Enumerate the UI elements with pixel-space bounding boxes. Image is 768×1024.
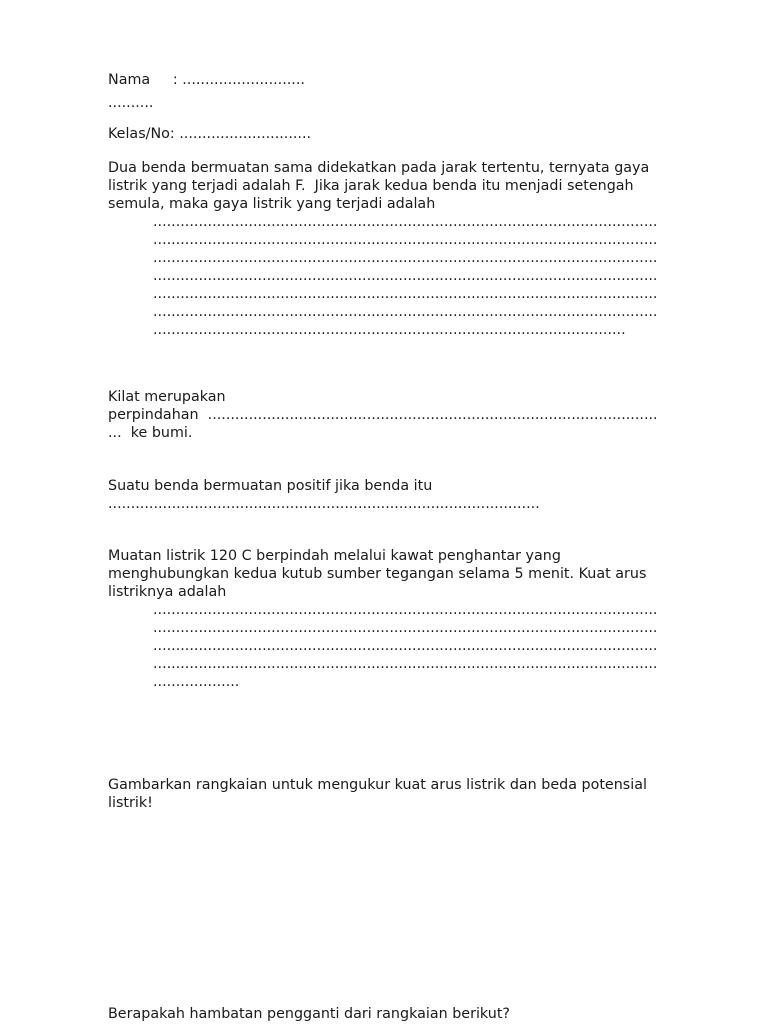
question-3-line: ............................................................................................... <box>108 496 540 512</box>
question-1-line: semula, maka gaya listrik yang terjadi adalah <box>108 196 436 212</box>
question-3-line: Suatu benda bermuatan positif jika benda itu <box>108 478 433 494</box>
answer-dotted-line: ............................................................................................................... <box>153 250 658 266</box>
nama-field-continuation: .......... <box>108 95 154 111</box>
question-5-line: Gambarkan rangkaian untuk mengukur kuat arus listrik dan beda potensial <box>108 777 647 793</box>
question-5-line: listrik! <box>108 795 153 811</box>
question-1-line: Dua benda bermuatan sama didekatkan pada jarak tertentu, ternyata gaya <box>108 160 650 176</box>
answer-dotted-line: ............................................................................................................... <box>153 286 658 302</box>
question-4-line: Muatan listrik 120 C berpindah melalui kawat penghantar yang <box>108 548 561 564</box>
answer-dotted-line: ............................................................................................................... <box>153 232 658 248</box>
answer-dotted-line: ............................................................................................................... <box>153 268 658 284</box>
kelas-field: Kelas/No: ............................. <box>108 126 312 142</box>
answer-dotted-line: ................... <box>153 674 240 690</box>
answer-dotted-line: ............................................................................................................... <box>153 656 658 672</box>
answer-dotted-line: ............................................................................................................... <box>153 304 658 320</box>
question-4-line: listriknya adalah <box>108 584 227 600</box>
answer-dotted-line: ............................................................................................................... <box>153 602 658 618</box>
answer-dotted-line: ............................................................................................................... <box>153 638 658 654</box>
nama-field: Nama : ........................... <box>108 72 305 88</box>
question-1-line: listrik yang terjadi adalah F. Jika jarak kedua benda itu menjadi setengah <box>108 178 634 194</box>
question-4-line: menghubungkan kedua kutub sumber tegangan selama 5 menit. Kuat arus <box>108 566 647 582</box>
question-2-line: perpindahan ................................................................................................... <box>108 407 658 423</box>
answer-dotted-line: ............................................................................................................... <box>153 620 658 636</box>
answer-dotted-line: ........................................................................................................ <box>153 322 626 338</box>
answer-dotted-line: ............................................................................................................... <box>153 214 658 230</box>
question-6-line: Berapakah hambatan pengganti dari rangkaian berikut? <box>108 1006 511 1022</box>
question-2-line: ... ke bumi. <box>108 425 193 441</box>
question-2-line: Kilat merupakan <box>108 389 226 405</box>
